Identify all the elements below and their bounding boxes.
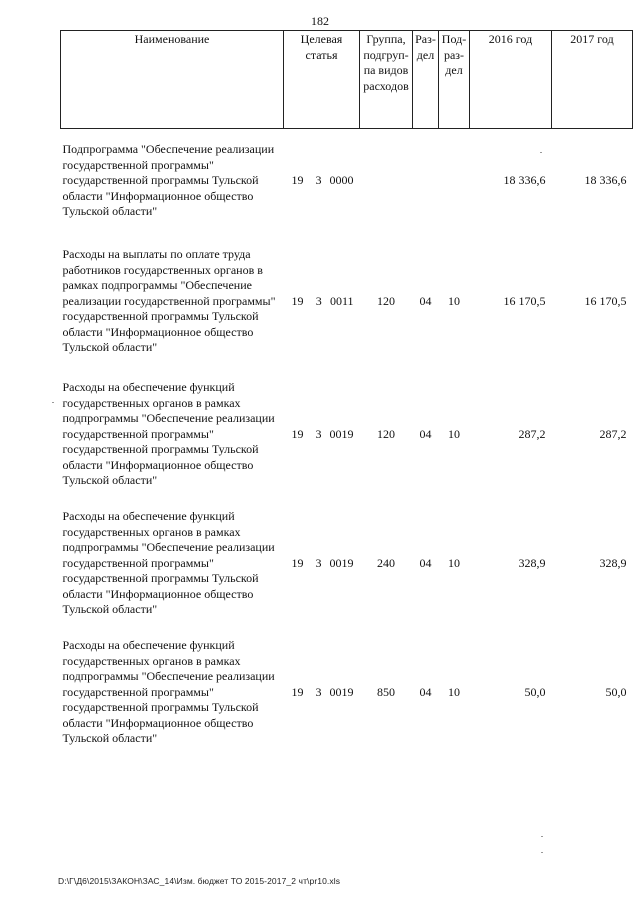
row-group: 120 (377, 293, 395, 308)
row-group: 120 (377, 426, 395, 441)
file-path-footer: D:\Г\Д6\2015\ЗАКОН\ЗАС_14\Изм. бюджет ТО 2015-2017_2 чт\pr10.xls (58, 876, 341, 886)
row-target-article (284, 371, 360, 499)
row-target-article (284, 233, 360, 371)
row-subsection: 10 (448, 426, 460, 441)
row-2017: 287,2 (599, 426, 627, 441)
target-article-part: 19 (291, 293, 304, 308)
target-article-part: 19 (291, 426, 304, 441)
target-article-part: 0019 (329, 555, 354, 570)
table-row (61, 629, 633, 757)
budget-table-container (60, 30, 632, 757)
target-article-part: 3 (315, 555, 322, 570)
row-group: 850 (377, 684, 395, 699)
row-group: 240 (377, 555, 395, 570)
row-2016: 328,9 (518, 555, 546, 570)
header-2016: 2016 год (470, 31, 552, 129)
target-article-part: 0011 (329, 293, 354, 308)
row-2016: 287,2 (518, 426, 546, 441)
target-article-part: 19 (291, 555, 304, 570)
table-header (61, 31, 633, 129)
header-group: Группа, подгруп-па видов расходов (360, 31, 413, 129)
row-subsection: 10 (448, 684, 460, 699)
row-name: Расходы на обеспечение функций государственных органов в рамках подпрограммы "Обеспечение реализации государственной программы" государственной программы Тульской области "Информационное общество Тульской области" (62, 380, 275, 488)
row-name: Расходы на обеспечение функций государственных органов в рамках подпрограммы "Обеспечение реализации государственной программы" государственной программы Тульской области "Информационное общество Тульской области" (62, 509, 275, 617)
table-row (61, 371, 633, 499)
header-subsection: Под-раз-дел (439, 31, 470, 129)
row-2016: 16 170,5 (503, 293, 546, 308)
table-row (61, 129, 633, 233)
row-target-article (284, 499, 360, 629)
row-subsection: 10 (448, 555, 460, 570)
target-article-part: 3 (315, 293, 322, 308)
header-name: Наименование (61, 31, 284, 129)
row-2016: 50,0 (524, 684, 546, 699)
row-section: 04 (419, 555, 432, 570)
row-section (413, 129, 439, 233)
table-row (61, 233, 633, 371)
row-2017: 18 336,6 (584, 173, 627, 187)
target-article-part: 0019 (329, 426, 354, 441)
page-number: 182 (311, 14, 329, 28)
header-target: Целевая статья (284, 31, 360, 129)
row-2016: 18 336,6 (503, 173, 546, 187)
header-section: Раз-дел (413, 31, 439, 129)
row-2017: 328,9 (599, 555, 627, 570)
target-article-part: 0019 (329, 684, 354, 699)
row-group (360, 129, 413, 233)
row-target-article (284, 129, 360, 233)
row-section: 04 (419, 684, 432, 699)
budget-table (60, 30, 633, 757)
target-article-part: 0000 (329, 173, 354, 187)
row-section: 04 (419, 293, 432, 308)
row-2017: 50,0 (605, 684, 627, 699)
target-article-part: 19 (291, 684, 304, 699)
row-section: 04 (419, 426, 432, 441)
header-2017: 2017 год (552, 31, 633, 129)
row-target-article (284, 629, 360, 757)
row-subsection (439, 129, 470, 233)
row-subsection: 10 (448, 293, 460, 308)
target-article-part: 3 (315, 173, 322, 187)
target-article-part: 19 (291, 173, 304, 187)
target-article-part: 3 (315, 426, 322, 441)
row-2017: 16 170,5 (584, 293, 627, 308)
row-name: Подпрограмма "Обеспечение реализации государственной программы" государственной программы Тульской области "Информационное общество Тульской области" (62, 142, 275, 218)
table-body (61, 129, 633, 757)
row-name: Расходы на выплаты по оплате труда работников государственных органов в рамках подпрограммы "Обеспечение реализации государственной программы" государственной программы Тульской области "Информационное общество Тульской области" (62, 247, 276, 355)
target-article-part: 3 (315, 684, 322, 699)
row-name: Расходы на обеспечение функций государственных органов в рамках подпрограммы "Обеспечение реализации государственной программы" государственной программы Тульской области "Информационное общество Тульской области" (62, 638, 275, 746)
table-row (61, 499, 633, 629)
